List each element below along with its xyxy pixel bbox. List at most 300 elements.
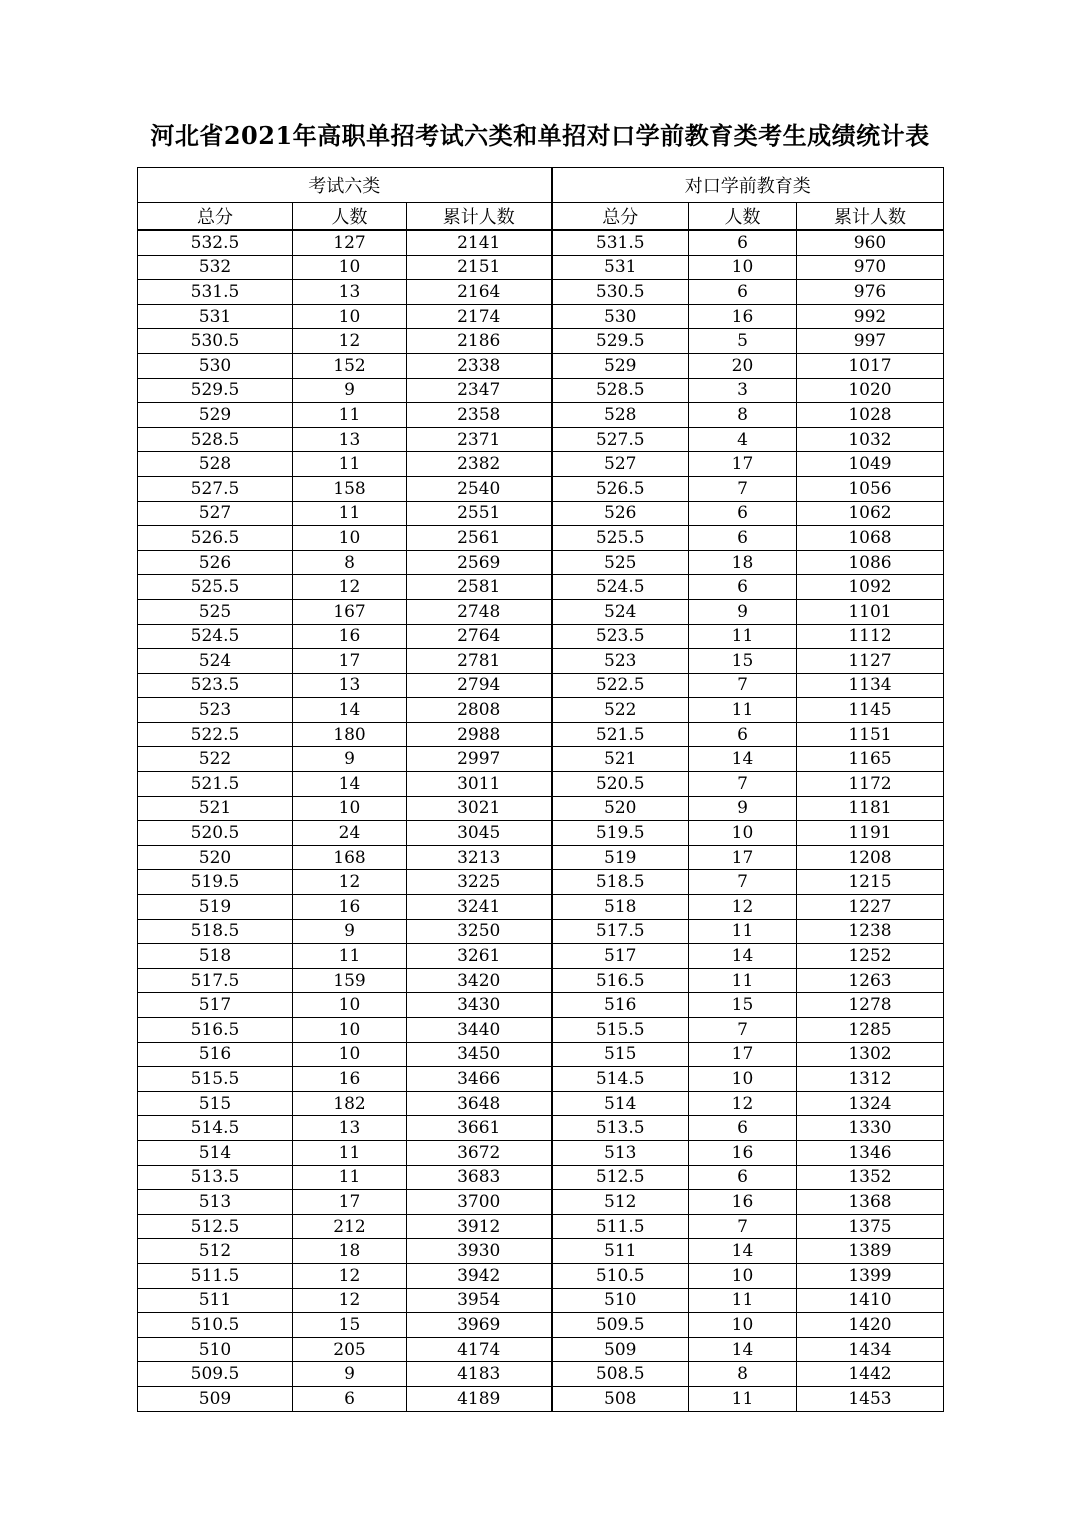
right-count-cell: 3 xyxy=(689,378,797,403)
right-score-cell: 518 xyxy=(552,895,689,920)
table-row xyxy=(138,698,944,723)
left-cumulative-cell: 2551 xyxy=(407,501,552,526)
left-score-cell: 512 xyxy=(138,1239,293,1264)
right-cumulative-cell: 1453 xyxy=(797,1386,944,1411)
left-count-cell: 205 xyxy=(293,1337,407,1362)
right-score-cell: 530.5 xyxy=(552,280,689,305)
right-count-cell: 7 xyxy=(689,1018,797,1043)
left-cumulative-cell: 3466 xyxy=(407,1067,552,1092)
right-score-cell: 519 xyxy=(552,845,689,870)
left-cumulative-cell: 2382 xyxy=(407,452,552,477)
left-score-cell: 509.5 xyxy=(138,1362,293,1387)
left-score-cell: 532 xyxy=(138,255,293,280)
right-count-cell: 15 xyxy=(689,993,797,1018)
left-score-cell: 511 xyxy=(138,1288,293,1313)
right-score-cell: 526 xyxy=(552,501,689,526)
right-count-cell: 10 xyxy=(689,1263,797,1288)
right-score-cell: 529.5 xyxy=(552,329,689,354)
left-cumulative-cell: 2141 xyxy=(407,230,552,255)
right-cumulative-cell: 1312 xyxy=(797,1067,944,1092)
left-cumulative-cell: 2371 xyxy=(407,427,552,452)
table-row xyxy=(138,550,944,575)
right-cumulative-cell: 1252 xyxy=(797,944,944,969)
right-cumulative-cell: 1127 xyxy=(797,649,944,674)
table-row xyxy=(138,1214,944,1239)
right-count-cell: 8 xyxy=(689,1362,797,1387)
table-row xyxy=(138,599,944,624)
group-header-left: 考试六类 xyxy=(138,168,552,203)
table-row xyxy=(138,1386,944,1411)
right-count-cell: 9 xyxy=(689,599,797,624)
right-cumulative-cell: 1017 xyxy=(797,353,944,378)
table-row xyxy=(138,944,944,969)
right-score-cell: 513.5 xyxy=(552,1116,689,1141)
table-row xyxy=(138,501,944,526)
right-score-cell: 519.5 xyxy=(552,821,689,846)
right-score-cell: 531.5 xyxy=(552,230,689,255)
right-count-cell: 20 xyxy=(689,353,797,378)
right-score-cell: 524.5 xyxy=(552,575,689,600)
left-cumulative-cell: 3954 xyxy=(407,1288,552,1313)
table-body xyxy=(138,230,944,1411)
left-cumulative-cell: 2151 xyxy=(407,255,552,280)
table-row xyxy=(138,821,944,846)
left-count-cell: 11 xyxy=(293,403,407,428)
left-count-cell: 11 xyxy=(293,452,407,477)
right-score-cell: 521 xyxy=(552,747,689,772)
right-cumulative-cell: 1208 xyxy=(797,845,944,870)
right-score-cell: 512 xyxy=(552,1190,689,1215)
left-count-cell: 14 xyxy=(293,698,407,723)
right-score-cell: 515.5 xyxy=(552,1018,689,1043)
column-header-right-cumulative: 累计人数 xyxy=(797,203,944,231)
table-row xyxy=(138,353,944,378)
left-count-cell: 12 xyxy=(293,1263,407,1288)
left-score-cell: 528.5 xyxy=(138,427,293,452)
left-count-cell: 24 xyxy=(293,821,407,846)
right-cumulative-cell: 1092 xyxy=(797,575,944,600)
right-cumulative-cell: 1227 xyxy=(797,895,944,920)
left-count-cell: 10 xyxy=(293,1018,407,1043)
column-header-left-cumulative: 累计人数 xyxy=(407,203,552,231)
left-cumulative-cell: 3672 xyxy=(407,1140,552,1165)
left-score-cell: 529.5 xyxy=(138,378,293,403)
left-cumulative-cell: 3930 xyxy=(407,1239,552,1264)
column-header-left-score: 总分 xyxy=(138,203,293,231)
right-score-cell: 522.5 xyxy=(552,673,689,698)
right-count-cell: 10 xyxy=(689,255,797,280)
right-cumulative-cell: 1285 xyxy=(797,1018,944,1043)
right-score-cell: 520.5 xyxy=(552,772,689,797)
left-score-cell: 517.5 xyxy=(138,968,293,993)
right-count-cell: 12 xyxy=(689,1091,797,1116)
left-count-cell: 212 xyxy=(293,1214,407,1239)
left-count-cell: 8 xyxy=(293,550,407,575)
left-cumulative-cell: 4183 xyxy=(407,1362,552,1387)
left-score-cell: 530 xyxy=(138,353,293,378)
group-header-right: 对口学前教育类 xyxy=(552,168,944,203)
left-score-cell: 524 xyxy=(138,649,293,674)
right-score-cell: 525.5 xyxy=(552,526,689,551)
right-count-cell: 17 xyxy=(689,452,797,477)
column-header-right-count: 人数 xyxy=(689,203,797,231)
right-score-cell: 530 xyxy=(552,304,689,329)
right-score-cell: 511 xyxy=(552,1239,689,1264)
left-cumulative-cell: 3011 xyxy=(407,772,552,797)
right-count-cell: 7 xyxy=(689,673,797,698)
right-count-cell: 5 xyxy=(689,329,797,354)
left-count-cell: 168 xyxy=(293,845,407,870)
left-cumulative-cell: 2781 xyxy=(407,649,552,674)
right-cumulative-cell: 1238 xyxy=(797,919,944,944)
left-score-cell: 518 xyxy=(138,944,293,969)
left-cumulative-cell: 3969 xyxy=(407,1313,552,1338)
right-count-cell: 6 xyxy=(689,230,797,255)
right-cumulative-cell: 1215 xyxy=(797,870,944,895)
right-cumulative-cell: 1375 xyxy=(797,1214,944,1239)
left-count-cell: 13 xyxy=(293,280,407,305)
right-count-cell: 11 xyxy=(689,1288,797,1313)
left-score-cell: 510 xyxy=(138,1337,293,1362)
left-cumulative-cell: 3661 xyxy=(407,1116,552,1141)
right-score-cell: 527.5 xyxy=(552,427,689,452)
left-cumulative-cell: 3912 xyxy=(407,1214,552,1239)
table-row xyxy=(138,649,944,674)
left-count-cell: 10 xyxy=(293,993,407,1018)
left-cumulative-cell: 2748 xyxy=(407,599,552,624)
table-row xyxy=(138,526,944,551)
left-cumulative-cell: 4189 xyxy=(407,1386,552,1411)
left-score-cell: 527.5 xyxy=(138,476,293,501)
right-cumulative-cell: 1410 xyxy=(797,1288,944,1313)
left-score-cell: 522 xyxy=(138,747,293,772)
left-cumulative-cell: 3942 xyxy=(407,1263,552,1288)
left-cumulative-cell: 2988 xyxy=(407,722,552,747)
group-header-row xyxy=(138,168,944,203)
left-cumulative-cell: 3261 xyxy=(407,944,552,969)
left-cumulative-cell: 3021 xyxy=(407,796,552,821)
left-count-cell: 18 xyxy=(293,1239,407,1264)
right-cumulative-cell: 1145 xyxy=(797,698,944,723)
left-cumulative-cell: 3450 xyxy=(407,1042,552,1067)
right-cumulative-cell: 1032 xyxy=(797,427,944,452)
left-score-cell: 523 xyxy=(138,698,293,723)
right-score-cell: 517.5 xyxy=(552,919,689,944)
right-score-cell: 509.5 xyxy=(552,1313,689,1338)
right-cumulative-cell: 1086 xyxy=(797,550,944,575)
right-count-cell: 9 xyxy=(689,796,797,821)
right-cumulative-cell: 1420 xyxy=(797,1313,944,1338)
right-count-cell: 7 xyxy=(689,1214,797,1239)
score-statistics-table xyxy=(137,167,944,1412)
left-count-cell: 17 xyxy=(293,1190,407,1215)
left-cumulative-cell: 4174 xyxy=(407,1337,552,1362)
table-row xyxy=(138,1091,944,1116)
right-count-cell: 11 xyxy=(689,624,797,649)
right-cumulative-cell: 1020 xyxy=(797,378,944,403)
right-cumulative-cell: 1330 xyxy=(797,1116,944,1141)
left-cumulative-cell: 2764 xyxy=(407,624,552,649)
left-cumulative-cell: 3250 xyxy=(407,919,552,944)
right-score-cell: 512.5 xyxy=(552,1165,689,1190)
table-row xyxy=(138,1140,944,1165)
right-cumulative-cell: 1112 xyxy=(797,624,944,649)
table-row xyxy=(138,280,944,305)
left-score-cell: 517 xyxy=(138,993,293,1018)
left-cumulative-cell: 2347 xyxy=(407,378,552,403)
table-row xyxy=(138,796,944,821)
left-cumulative-cell: 2808 xyxy=(407,698,552,723)
table-row xyxy=(138,747,944,772)
right-count-cell: 6 xyxy=(689,501,797,526)
right-cumulative-cell: 992 xyxy=(797,304,944,329)
right-count-cell: 14 xyxy=(689,944,797,969)
right-score-cell: 508.5 xyxy=(552,1362,689,1387)
left-score-cell: 530.5 xyxy=(138,329,293,354)
right-count-cell: 6 xyxy=(689,575,797,600)
left-count-cell: 180 xyxy=(293,722,407,747)
left-count-cell: 6 xyxy=(293,1386,407,1411)
right-cumulative-cell: 1101 xyxy=(797,599,944,624)
table-row xyxy=(138,993,944,1018)
table-row xyxy=(138,304,944,329)
left-cumulative-cell: 2794 xyxy=(407,673,552,698)
left-score-cell: 509 xyxy=(138,1386,293,1411)
right-count-cell: 14 xyxy=(689,1337,797,1362)
right-count-cell: 14 xyxy=(689,1239,797,1264)
right-score-cell: 531 xyxy=(552,255,689,280)
left-cumulative-cell: 3420 xyxy=(407,968,552,993)
right-score-cell: 523.5 xyxy=(552,624,689,649)
right-score-cell: 516 xyxy=(552,993,689,1018)
left-count-cell: 12 xyxy=(293,870,407,895)
left-cumulative-cell: 2997 xyxy=(407,747,552,772)
left-score-cell: 525.5 xyxy=(138,575,293,600)
left-count-cell: 12 xyxy=(293,1288,407,1313)
right-count-cell: 7 xyxy=(689,476,797,501)
table-row xyxy=(138,476,944,501)
table-row xyxy=(138,1239,944,1264)
table-row xyxy=(138,1263,944,1288)
right-score-cell: 517 xyxy=(552,944,689,969)
left-score-cell: 531 xyxy=(138,304,293,329)
table-row xyxy=(138,1190,944,1215)
right-count-cell: 11 xyxy=(689,919,797,944)
right-cumulative-cell: 1263 xyxy=(797,968,944,993)
right-cumulative-cell: 976 xyxy=(797,280,944,305)
left-cumulative-cell: 2569 xyxy=(407,550,552,575)
left-score-cell: 527 xyxy=(138,501,293,526)
left-score-cell: 532.5 xyxy=(138,230,293,255)
right-count-cell: 10 xyxy=(689,821,797,846)
right-cumulative-cell: 1442 xyxy=(797,1362,944,1387)
table-row xyxy=(138,1337,944,1362)
table-row xyxy=(138,1313,944,1338)
left-cumulative-cell: 2338 xyxy=(407,353,552,378)
table-row xyxy=(138,870,944,895)
table-row xyxy=(138,1288,944,1313)
table-row xyxy=(138,230,944,255)
right-count-cell: 15 xyxy=(689,649,797,674)
left-count-cell: 13 xyxy=(293,427,407,452)
left-score-cell: 522.5 xyxy=(138,722,293,747)
right-score-cell: 526.5 xyxy=(552,476,689,501)
left-cumulative-cell: 3045 xyxy=(407,821,552,846)
right-score-cell: 518.5 xyxy=(552,870,689,895)
left-score-cell: 516 xyxy=(138,1042,293,1067)
left-score-cell: 519 xyxy=(138,895,293,920)
left-cumulative-cell: 2358 xyxy=(407,403,552,428)
left-count-cell: 16 xyxy=(293,895,407,920)
table-row xyxy=(138,673,944,698)
table-row xyxy=(138,378,944,403)
right-count-cell: 16 xyxy=(689,1190,797,1215)
right-score-cell: 527 xyxy=(552,452,689,477)
right-score-cell: 525 xyxy=(552,550,689,575)
left-count-cell: 9 xyxy=(293,378,407,403)
right-count-cell: 6 xyxy=(689,526,797,551)
left-cumulative-cell: 3648 xyxy=(407,1091,552,1116)
right-cumulative-cell: 1028 xyxy=(797,403,944,428)
left-count-cell: 9 xyxy=(293,747,407,772)
left-count-cell: 17 xyxy=(293,649,407,674)
left-count-cell: 14 xyxy=(293,772,407,797)
left-score-cell: 516.5 xyxy=(138,1018,293,1043)
column-header-row xyxy=(138,203,944,231)
right-score-cell: 528.5 xyxy=(552,378,689,403)
table-row xyxy=(138,845,944,870)
table-row xyxy=(138,427,944,452)
left-cumulative-cell: 2186 xyxy=(407,329,552,354)
left-score-cell: 529 xyxy=(138,403,293,428)
right-cumulative-cell: 1165 xyxy=(797,747,944,772)
table-row xyxy=(138,722,944,747)
right-score-cell: 529 xyxy=(552,353,689,378)
left-score-cell: 514.5 xyxy=(138,1116,293,1141)
left-count-cell: 152 xyxy=(293,353,407,378)
right-cumulative-cell: 1181 xyxy=(797,796,944,821)
table-row xyxy=(138,1116,944,1141)
table-row xyxy=(138,255,944,280)
table-row xyxy=(138,403,944,428)
right-cumulative-cell: 1068 xyxy=(797,526,944,551)
right-count-cell: 10 xyxy=(689,1313,797,1338)
left-score-cell: 511.5 xyxy=(138,1263,293,1288)
left-cumulative-cell: 2540 xyxy=(407,476,552,501)
left-count-cell: 11 xyxy=(293,501,407,526)
left-cumulative-cell: 2174 xyxy=(407,304,552,329)
left-score-cell: 521.5 xyxy=(138,772,293,797)
left-score-cell: 526.5 xyxy=(138,526,293,551)
left-score-cell: 526 xyxy=(138,550,293,575)
right-score-cell: 510.5 xyxy=(552,1263,689,1288)
right-cumulative-cell: 1352 xyxy=(797,1165,944,1190)
right-count-cell: 4 xyxy=(689,427,797,452)
right-cumulative-cell: 1434 xyxy=(797,1337,944,1362)
left-count-cell: 13 xyxy=(293,673,407,698)
right-cumulative-cell: 960 xyxy=(797,230,944,255)
left-score-cell: 515.5 xyxy=(138,1067,293,1092)
right-count-cell: 16 xyxy=(689,304,797,329)
left-count-cell: 182 xyxy=(293,1091,407,1116)
left-cumulative-cell: 3700 xyxy=(407,1190,552,1215)
right-cumulative-cell: 1151 xyxy=(797,722,944,747)
table-row xyxy=(138,452,944,477)
table-row xyxy=(138,895,944,920)
right-count-cell: 18 xyxy=(689,550,797,575)
right-score-cell: 524 xyxy=(552,599,689,624)
left-count-cell: 15 xyxy=(293,1313,407,1338)
right-cumulative-cell: 1278 xyxy=(797,993,944,1018)
left-score-cell: 525 xyxy=(138,599,293,624)
right-score-cell: 520 xyxy=(552,796,689,821)
left-count-cell: 9 xyxy=(293,919,407,944)
left-score-cell: 520 xyxy=(138,845,293,870)
left-score-cell: 515 xyxy=(138,1091,293,1116)
table-row xyxy=(138,772,944,797)
right-cumulative-cell: 1399 xyxy=(797,1263,944,1288)
right-count-cell: 6 xyxy=(689,280,797,305)
right-score-cell: 510 xyxy=(552,1288,689,1313)
left-count-cell: 11 xyxy=(293,1165,407,1190)
table-row xyxy=(138,575,944,600)
right-cumulative-cell: 970 xyxy=(797,255,944,280)
left-count-cell: 11 xyxy=(293,944,407,969)
right-count-cell: 14 xyxy=(689,747,797,772)
right-count-cell: 17 xyxy=(689,845,797,870)
table-row xyxy=(138,968,944,993)
right-count-cell: 6 xyxy=(689,722,797,747)
right-cumulative-cell: 1389 xyxy=(797,1239,944,1264)
left-score-cell: 528 xyxy=(138,452,293,477)
table-row xyxy=(138,329,944,354)
column-header-right-score: 总分 xyxy=(552,203,689,231)
left-count-cell: 10 xyxy=(293,796,407,821)
left-score-cell: 519.5 xyxy=(138,870,293,895)
left-cumulative-cell: 3241 xyxy=(407,895,552,920)
right-score-cell: 528 xyxy=(552,403,689,428)
left-score-cell: 531.5 xyxy=(138,280,293,305)
right-cumulative-cell: 1191 xyxy=(797,821,944,846)
right-score-cell: 522 xyxy=(552,698,689,723)
table-row xyxy=(138,919,944,944)
left-cumulative-cell: 3683 xyxy=(407,1165,552,1190)
left-cumulative-cell: 3225 xyxy=(407,870,552,895)
right-count-cell: 17 xyxy=(689,1042,797,1067)
table-row xyxy=(138,624,944,649)
right-count-cell: 8 xyxy=(689,403,797,428)
column-header-left-count: 人数 xyxy=(293,203,407,231)
left-count-cell: 10 xyxy=(293,1042,407,1067)
right-count-cell: 6 xyxy=(689,1165,797,1190)
left-cumulative-cell: 2561 xyxy=(407,526,552,551)
right-count-cell: 7 xyxy=(689,772,797,797)
left-score-cell: 523.5 xyxy=(138,673,293,698)
right-count-cell: 12 xyxy=(689,895,797,920)
left-count-cell: 10 xyxy=(293,304,407,329)
left-cumulative-cell: 3430 xyxy=(407,993,552,1018)
left-score-cell: 513 xyxy=(138,1190,293,1215)
left-cumulative-cell: 2164 xyxy=(407,280,552,305)
right-count-cell: 6 xyxy=(689,1116,797,1141)
left-count-cell: 10 xyxy=(293,526,407,551)
right-score-cell: 514.5 xyxy=(552,1067,689,1092)
left-count-cell: 11 xyxy=(293,1140,407,1165)
right-score-cell: 523 xyxy=(552,649,689,674)
right-score-cell: 513 xyxy=(552,1140,689,1165)
left-count-cell: 9 xyxy=(293,1362,407,1387)
left-cumulative-cell: 3440 xyxy=(407,1018,552,1043)
